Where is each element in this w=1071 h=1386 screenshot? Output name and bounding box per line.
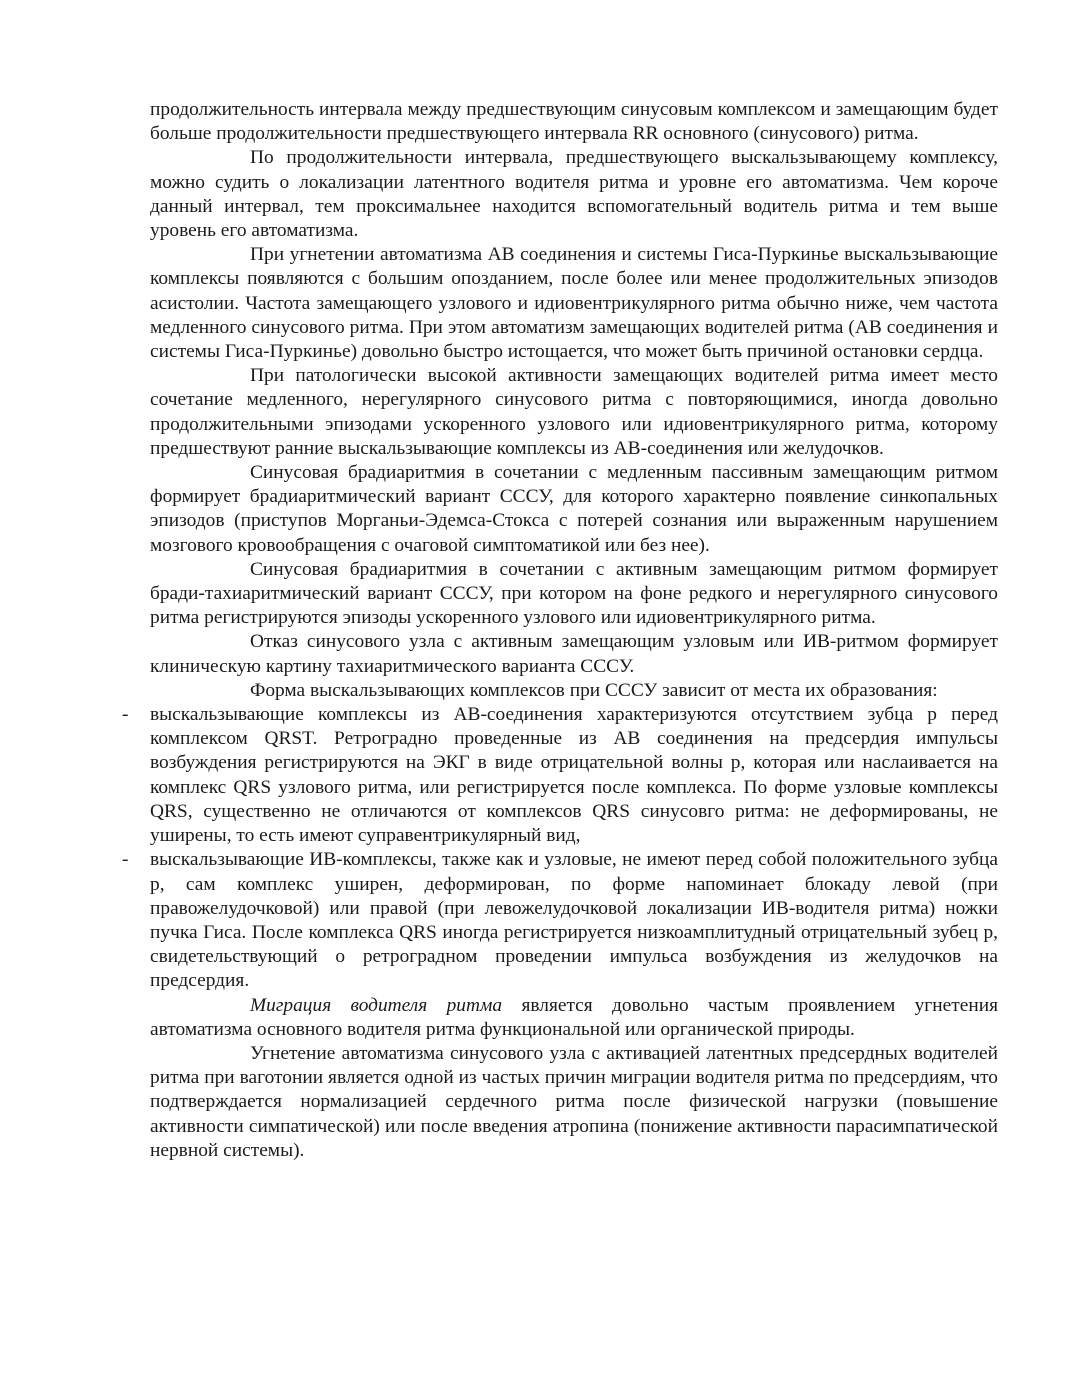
list-item-text: выскальзывающие ИВ-комплексы, также как и узловые, не имеют перед собой положительного зубца р, сам комплекс уширен, деформирован, по форме напоминает блокаду левой (при правожелудочковой) или правой (при левожелудочковой локализации ИВ-водителя ритма) ножки пучка Гиса. После комплекса QRS иногда регистрируется низкоамплитудный отрицательный зубец р, свидетельствующий о ретроградном проведении импульса возбуждения из желудочков на предсердия.: [150, 849, 998, 992]
italic-term: Миграция водителя ритма: [250, 994, 503, 1016]
paragraph-high-activity: При патологически высокой активности замещающих водителей ритма имеет место сочетание медленного, нерегулярного синусового ритма с повторяющимися, иногда довольно продолжительными эпизодами ускоренного узлового или идиовентрикулярного ритма, которому предшествуют ранние выскальзывающие комплексы из АВ-соединения или желудочков.: [150, 365, 998, 459]
list-dash-marker: -: [122, 704, 129, 726]
paragraph-av-suppression: При угнетении автоматизма АВ соединения и системы Гиса-Пуркинье выскальзывающие комплексы появляются с большим опозданием, после более или менее продолжительных эпизодов асистолии. Частота замещающего узлового и идиовентрикулярного ритма обычно ниже, чем частота медленного синусового ритма. При этом автоматизм замещающих водителей ритма (АВ соединения и системы Гиса-Пуркинье) довольно быстро истощается, что может быть причиной остановки сердца.: [150, 244, 998, 363]
paragraph-bradyarrhythmic-variant: Синусовая брадиаритмия в сочетании с медленным пассивным замещающим ритмом формирует брадиаритмический вариант СССУ, для которого характерно появление синкопальных эпизодов (приступов Морганьи-Эдемса-Стокса с потерей сознания или выраженным нарушением мозгового кровообращения с очаговой симптоматикой или без нее).: [150, 462, 998, 556]
paragraph-escape-complex-form: Форма выскальзывающих комплексов при СССУ зависит от места их образования:: [250, 679, 938, 701]
list-item-iv-complexes: [122, 848, 998, 993]
paragraph-brady-tachy-variant: Синусовая брадиаритмия в сочетании с активным замещающим ритмом формирует бради-тахиаритмический вариант СССУ, при котором на фоне редкого и нерегулярного синусового ритма регистрируются эпизоды ускоренного узлового или идиовентрикулярного ритма.: [150, 558, 998, 629]
paragraph-interval-duration: По продолжительности интервала, предшествующего выскальзывающему комплексу, можно судить о локализации латентного водителя ритма и уровне его автоматизма. Чем короче данный интервал, тем проксимальнее находится вспомогательный водитель ритма и тем выше уровень его автоматизма.: [150, 147, 998, 242]
list-item-text: выскальзывающие комплексы из АВ-соединения характеризуются отсутствием зубца р перед комплексом QRST. Ретроградно проведенные из АВ соединения на предсердия импульсы возбуждения регистрируются на ЭКГ в виде отрицательной волны р, которая или наслаивается на комплекс QRS узлового ритма, или регистрируется после комплекса. По форме узловые комплексы QRS, существенно не отличаются от комплексов QRS синусовго ритма: не деформированы, не уширены, то есть имеют суправентрикулярный вид,: [150, 704, 998, 847]
document-page: [122, 98, 998, 1163]
paragraph-tachyarrhythmic-variant: Отказ синусового узла с активным замещающим узловым или ИВ-ритмом формирует клиническую картину тахиаритмического варианта СССУ.: [150, 631, 998, 677]
list-dash-marker: -: [122, 849, 129, 871]
list-item-av-junction: [122, 703, 998, 848]
paragraph-continuation: продолжительность интервала между предшествующим синусовым комплексом и замещающим будет больше продолжительности предшествующего интервала RR основного (синусового) ритма.: [150, 99, 998, 145]
paragraph-pacemaker-migration: [150, 994, 998, 1042]
paragraph-text: является довольно частым проявлением угнетения автоматизма основного водителя ритма функциональной или органической природы.: [150, 994, 998, 1040]
paragraph-vagotonia: Угнетение автоматизма синусового узла с активацией латентных предсердных водителей ритма при ваготонии является одной из частых причин миграции водителя ритма по предсердиям, что подтверждается нормализацией сердечного ритма после физической нагрузки (повышение активности симпатической) или после введения атропина (понижение активности парасимпатической нервной системы).: [150, 1042, 998, 1161]
